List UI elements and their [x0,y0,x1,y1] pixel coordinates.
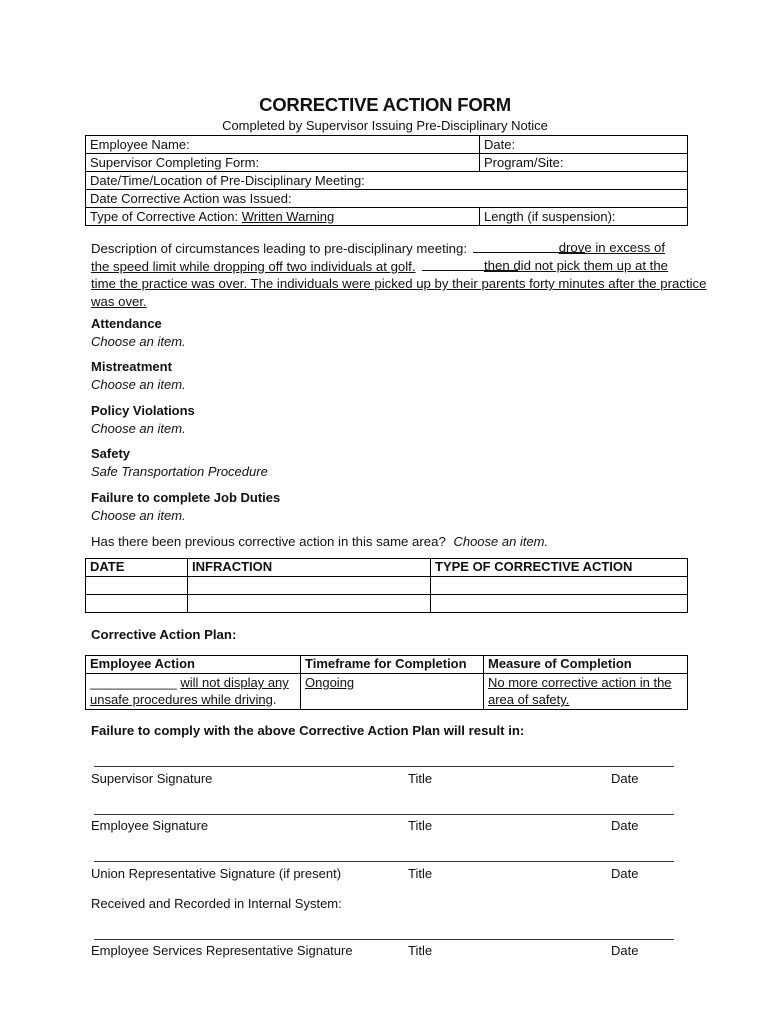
supervisor-title-label: Title [408,771,433,786]
description-label: Description of circumstances leading to pre-disciplinary meeting: [91,241,468,256]
type-of-action-value[interactable]: Written Warning [241,209,335,224]
history-cell[interactable] [188,577,431,595]
plan-employee-action-period: . [272,692,277,707]
description-block [91,240,707,312]
section-value-mistreatment[interactable]: Choose an item. [91,377,186,392]
plan-timeframe-cell[interactable] [301,674,484,710]
header-table [85,135,688,226]
section-heading-job-duties: Failure to complete Job Duties [91,490,281,505]
previous-action-question: Has there been previous corrective action in this same area? [91,534,446,549]
previous-action-row [91,534,548,549]
suspension-length-field[interactable]: Length (if suspension): [480,208,688,226]
supervisor-signature-line[interactable] [94,766,674,767]
union-signature-label: Union Representative Signature (if present) [91,866,342,881]
history-table [85,558,688,613]
plan-header-employee-action: Employee Action [86,656,301,674]
section-heading-policy-violations: Policy Violations [91,403,195,418]
plan-employee-action-cell[interactable] [86,674,301,710]
plan-label: Corrective Action Plan: [91,627,237,642]
history-header-type: TYPE OF CORRECTIVE ACTION [431,559,688,577]
description-line2-head: the speed limit while dropping off two individuals at golf. [91,259,416,274]
section-value-safety[interactable]: Safe Transportation Procedure [91,464,268,479]
section-value-job-duties[interactable]: Choose an item. [91,508,186,523]
meeting-field[interactable]: Date/Time/Location of Pre-Disciplinary Meeting: [86,172,688,190]
history-cell[interactable] [431,577,688,595]
section-value-policy-violations[interactable]: Choose an item. [91,421,186,436]
employee-services-signature-label: Employee Services Representative Signature [91,943,353,958]
plan-employee-action-text-1: will not display any [180,675,289,690]
history-cell[interactable] [86,577,188,595]
received-recorded-label: Received and Recorded in Internal System: [91,896,342,911]
description-line4: was over. [91,294,147,309]
type-of-action-field[interactable] [86,208,480,226]
plan-header-measure: Measure of Completion [484,656,688,674]
section-heading-mistreatment: Mistreatment [91,359,172,374]
failure-statement: Failure to comply with the above Corrective Action Plan will result in: [91,723,525,738]
union-title-label: Title [408,866,433,881]
employee-signature-line[interactable] [94,814,674,815]
employee-date-label: Date [611,818,639,833]
plan-measure-cell[interactable] [484,674,688,710]
section-value-attendance[interactable]: Choose an item. [91,334,186,349]
plan-employee-action-text-2: unsafe procedures while driving [90,692,273,707]
plan-measure-text-1: No more corrective action in the [488,675,672,690]
supervisor-signature-label: Supervisor Signature [91,771,213,786]
description-line1-tail: drove in excess of [558,240,665,255]
section-heading-attendance: Attendance [91,316,162,331]
form-title: CORRECTIVE ACTION FORM [259,94,511,115]
union-signature-line[interactable] [94,861,674,862]
supervisor-field[interactable]: Supervisor Completing Form: [86,154,480,172]
employee-title-label: Title [408,818,433,833]
history-header-date: DATE [86,559,188,577]
history-cell[interactable] [188,595,431,613]
employee-name-field[interactable]: Employee Name: [86,136,480,154]
plan-timeframe-value: Ongoing [305,675,355,690]
employee-services-date-label: Date [611,943,639,958]
history-cell[interactable] [86,595,188,613]
history-header-infraction: INFRACTION [188,559,431,577]
employee-services-title-label: Title [408,943,433,958]
employee-signature-label: Employee Signature [91,818,209,833]
description-line2-tail: then did not pick them up at the [483,258,668,273]
type-of-action-label: Type of Corrective Action: [90,209,239,224]
plan-table [85,655,688,710]
section-heading-safety: Safety [91,446,131,461]
history-cell[interactable] [431,595,688,613]
description-line3: time the practice was over. The individuals were picked up by their parents forty minutes after the practice [91,276,707,291]
issued-date-field[interactable]: Date Corrective Action was Issued: [86,190,688,208]
supervisor-date-label: Date [611,771,639,786]
plan-header-timeframe: Timeframe for Completion [301,656,484,674]
date-field[interactable]: Date: [480,136,688,154]
previous-action-answer[interactable]: Choose an item. [453,534,549,549]
form-subtitle: Completed by Supervisor Issuing Pre-Disciplinary Notice [222,118,548,133]
plan-measure-text-2: area of safety. [488,692,570,707]
program-site-field[interactable]: Program/Site: [480,154,688,172]
union-date-label: Date [611,866,639,881]
employee-services-signature-line[interactable] [94,939,674,940]
plan-employee-action-blank: ____________ [90,675,177,690]
